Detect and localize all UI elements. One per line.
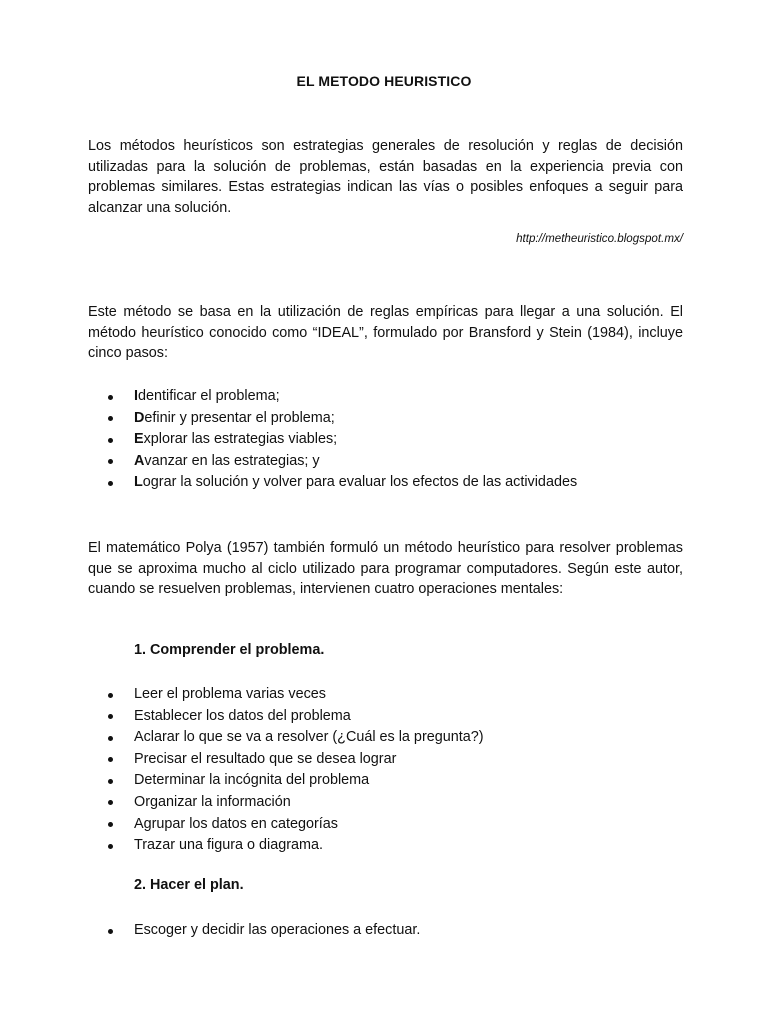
bullet-icon xyxy=(108,395,113,400)
source-citation: http://metheuristico.blogspot.mx/ xyxy=(516,232,683,245)
bullet-icon xyxy=(108,416,113,421)
bullet-icon xyxy=(108,844,113,849)
list-item xyxy=(88,408,577,430)
ideal-paragraph: Este método se basa en la utilización de reglas empíricas para llegar a una solución. El método heurístico conocido como “IDEAL”, formulado por Bransford y Stein (1984), incluye cinco pasos: xyxy=(88,304,683,362)
bullet-icon xyxy=(108,714,113,719)
step-initial: E xyxy=(134,431,144,448)
bullet-icon xyxy=(108,481,113,486)
list-item xyxy=(88,749,484,771)
item-text: Determinar la incógnita del problema xyxy=(134,772,370,789)
bullet-icon xyxy=(108,736,113,741)
bullet-icon xyxy=(108,459,113,464)
bullet-icon xyxy=(108,800,113,805)
list-item xyxy=(88,920,420,942)
step-initial: A xyxy=(134,452,145,469)
step-text: xplorar las estrategias viables; xyxy=(143,431,338,448)
item-text: Escoger y decidir las operaciones a efectuar. xyxy=(134,922,421,938)
bullet-icon xyxy=(108,779,113,784)
list-item xyxy=(88,727,484,749)
list-item xyxy=(88,472,577,494)
polya-paragraph: El matemático Polya (1957) también formuló un método heurístico para resolver problemas que se aproxima mucho al ciclo utilizado para programar computadores. Según este autor, cuando se resuelven problemas, intervienen cuatro operaciones mentales: xyxy=(88,540,683,598)
step-initial: I xyxy=(134,388,138,404)
step-initial: L xyxy=(134,474,143,491)
bullet-icon xyxy=(108,929,113,934)
list-item xyxy=(88,792,484,814)
list-item xyxy=(88,814,484,836)
understand-list xyxy=(88,684,484,857)
step-text: efinir y presentar el problema; xyxy=(144,409,335,426)
intro-paragraph: Los métodos heurísticos son estrategias generales de resolución y reglas de decisión utilizadas para la solución de problemas, están basadas en la experiencia previa con problemas similares. Estas estrategias indican las vías o posibles enfoques a seguir para alcanzar una solución. xyxy=(88,138,683,216)
list-item xyxy=(88,386,577,408)
bullet-icon xyxy=(108,757,113,762)
plan-list xyxy=(88,920,420,942)
bullet-icon xyxy=(108,693,113,698)
item-text: Precisar el resultado que se desea lograr xyxy=(134,750,397,767)
item-text: Leer el problema varias veces xyxy=(134,686,326,702)
list-item xyxy=(88,684,484,706)
step-initial: D xyxy=(134,409,145,426)
page-title: EL METODO HEURISTICO xyxy=(296,73,472,89)
item-text: Trazar una figura o diagrama. xyxy=(134,837,324,854)
item-text: Aclarar lo que se va a resolver (¿Cuál es la pregunta?) xyxy=(134,729,484,746)
item-text: Establecer los datos del problema xyxy=(134,707,351,724)
item-text: Agrupar los datos en categorías xyxy=(134,815,338,832)
section-heading-understand: 1. Comprender el problema. xyxy=(134,642,325,658)
list-item xyxy=(88,706,484,728)
ideal-steps-list xyxy=(88,386,577,494)
section-heading-plan: 2. Hacer el plan. xyxy=(134,877,244,893)
bullet-icon xyxy=(108,438,113,443)
list-item xyxy=(88,451,577,473)
step-text: vanzar en las estrategias; y xyxy=(144,452,320,469)
step-text: ograr la solución y volver para evaluar los efectos de las actividades xyxy=(142,474,578,491)
list-item xyxy=(88,429,577,451)
bullet-icon xyxy=(108,822,113,827)
list-item xyxy=(88,835,484,857)
step-text: dentificar el problema; xyxy=(138,388,280,404)
list-item xyxy=(88,770,484,792)
item-text: Organizar la información xyxy=(134,793,291,810)
